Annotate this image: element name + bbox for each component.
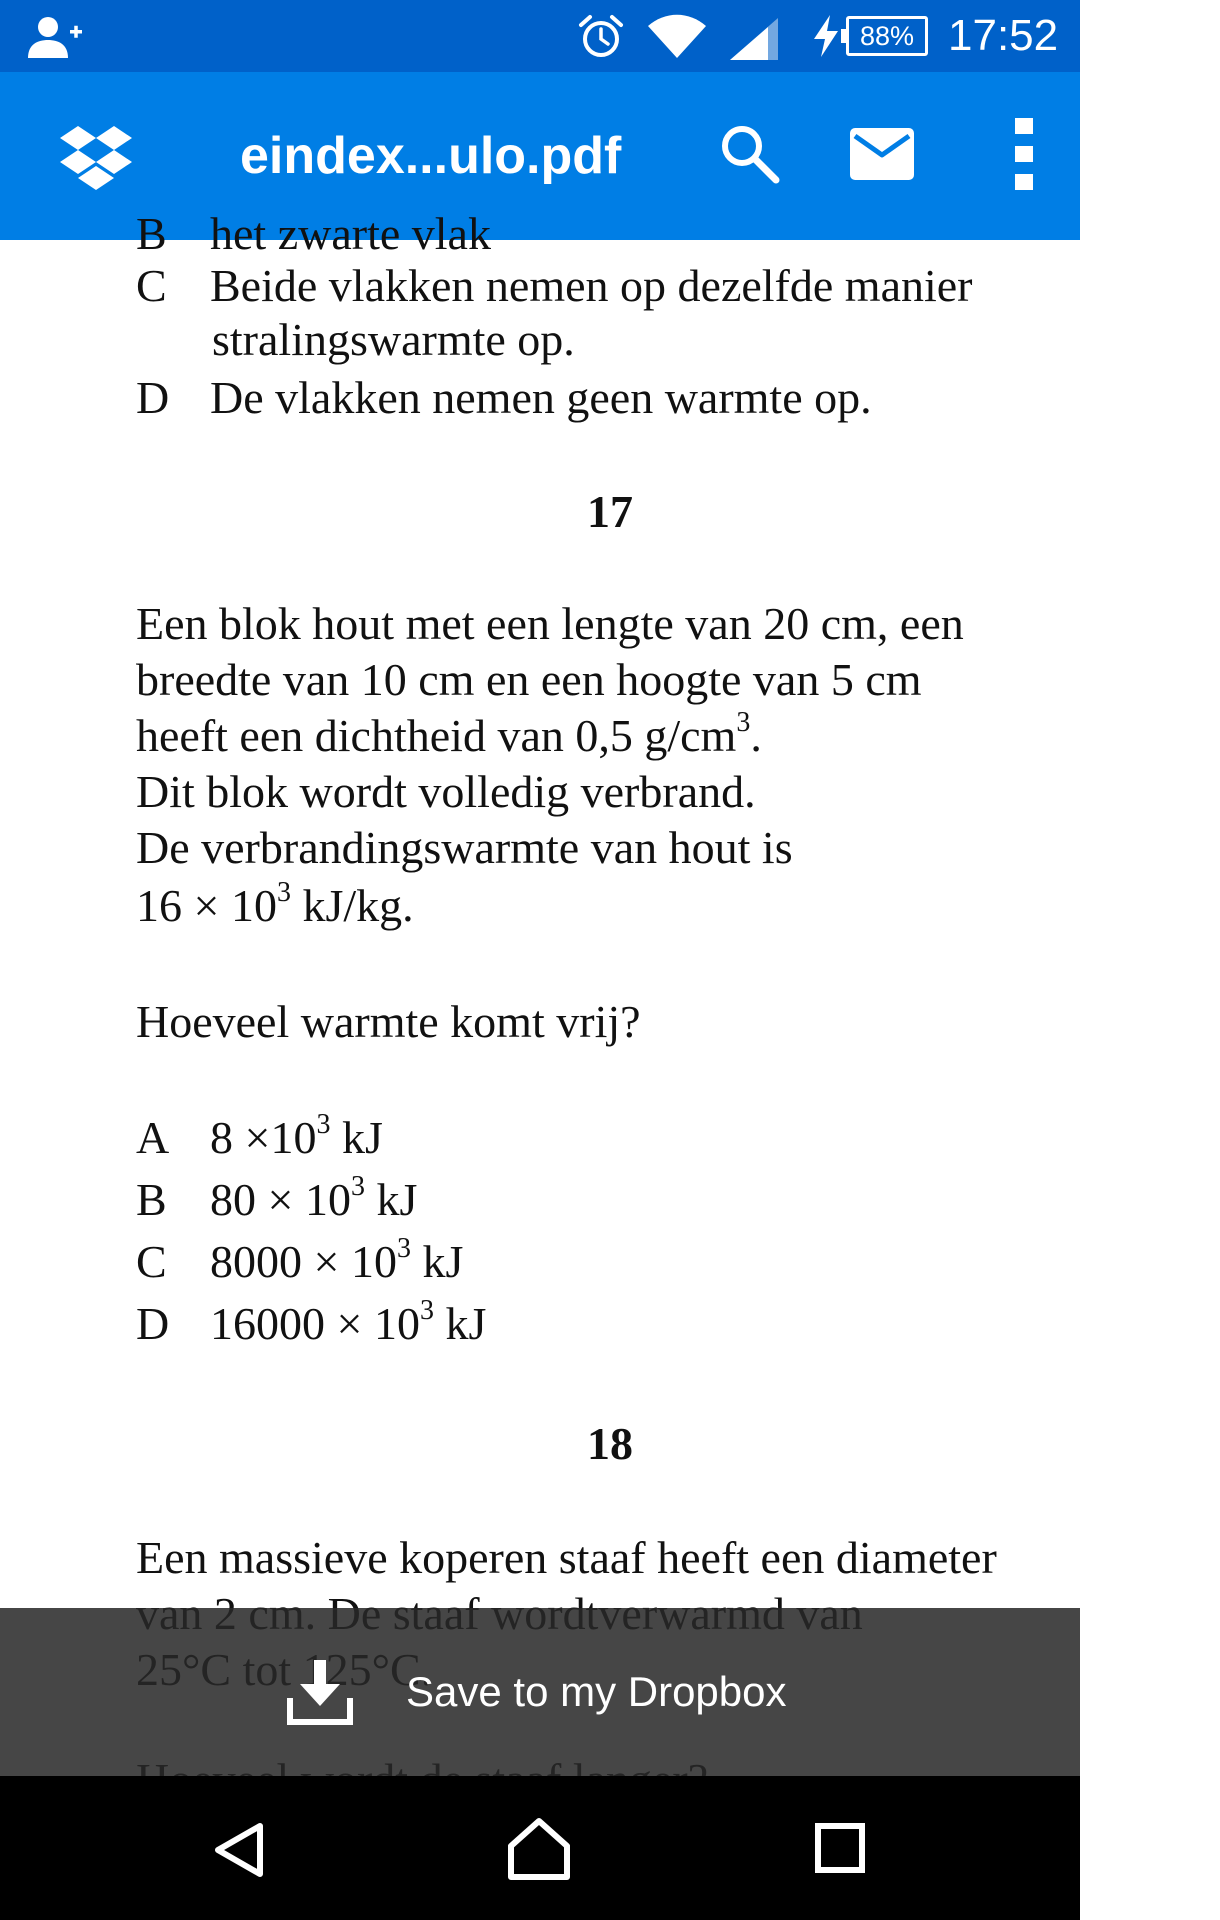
question-number: 17	[587, 486, 633, 537]
text-run: heeft een dichtheid van 0,5 g/cm	[136, 710, 737, 761]
document-title: eindex...ulo.pdf	[240, 127, 622, 185]
superscript: 3	[736, 707, 751, 738]
more-vertical-icon[interactable]	[1010, 116, 1038, 192]
option-text	[210, 1296, 486, 1352]
option-letter: A	[136, 1112, 170, 1163]
text-run: 80 × 10	[210, 1174, 351, 1225]
question-body-line: De verbrandingswarmte van hout is	[136, 822, 793, 873]
save-to-dropbox-banner[interactable]	[0, 1608, 1080, 1776]
option-letter: D	[136, 372, 170, 423]
superscript: 3	[419, 1295, 434, 1326]
option-letter: B	[136, 208, 167, 259]
wifi-icon	[648, 14, 706, 60]
signal-icon	[728, 16, 780, 60]
text-run: .	[750, 710, 762, 761]
add-user-icon	[26, 16, 84, 58]
superscript: 3	[396, 1233, 411, 1264]
text-run: kJ/kg.	[290, 880, 414, 931]
search-icon[interactable]	[718, 122, 782, 186]
text-run: 8000 × 10	[210, 1236, 397, 1287]
battery-percent: 88%	[859, 21, 915, 51]
option-text: Beide vlakken nemen op dezelfde manier	[210, 260, 973, 311]
navigation-bar	[0, 1776, 1080, 1920]
dropbox-logo-icon[interactable]	[58, 124, 134, 190]
superscript: 3	[316, 1109, 331, 1140]
recent-apps-icon[interactable]	[814, 1822, 866, 1874]
option-text	[210, 1172, 417, 1228]
text-run: 16000 × 10	[210, 1298, 420, 1349]
alarm-icon	[578, 14, 624, 60]
save-to-dropbox-label[interactable]: Save to my Dropbox	[406, 1668, 787, 1715]
option-letter: D	[136, 1298, 170, 1349]
option-text: stralingswarmte op.	[212, 314, 575, 365]
status-time: 17:52	[948, 11, 1059, 60]
text-run: kJ	[330, 1112, 383, 1163]
question-body-line	[136, 708, 762, 764]
back-icon[interactable]	[210, 1820, 270, 1880]
option-text: het zwarte vlak	[210, 208, 491, 259]
question-body-line	[136, 878, 414, 934]
question-body-line: breedte van 10 cm en een hoogte van 5 cm	[136, 654, 922, 705]
option-text	[210, 1110, 383, 1166]
text-run: kJ	[433, 1298, 487, 1349]
superscript: 3	[350, 1171, 365, 1202]
text-run: kJ	[364, 1174, 418, 1225]
pdf-page[interactable]	[0, 208, 1080, 1776]
charging-icon	[812, 15, 840, 57]
battery-icon	[846, 16, 928, 56]
text-run: 8 ×10	[210, 1112, 317, 1163]
text-run: kJ	[410, 1236, 464, 1287]
text-run: 16 × 10	[136, 880, 277, 931]
superscript: 3	[276, 877, 291, 908]
question-body-line: Een blok hout met een lengte van 20 cm, een	[136, 598, 964, 649]
option-text: De vlakken nemen geen warmte op.	[210, 372, 872, 423]
question-body-line: Dit blok wordt volledig verbrand.	[136, 766, 756, 817]
option-text	[210, 1234, 463, 1290]
question-number: 18	[587, 1418, 633, 1469]
option-letter: C	[136, 1236, 167, 1287]
question-prompt: Hoeveel warmte komt vrij?	[136, 996, 641, 1047]
home-icon[interactable]	[506, 1816, 572, 1882]
download-icon[interactable]	[286, 1660, 354, 1726]
status-bar	[0, 0, 1080, 72]
option-letter: C	[136, 260, 167, 311]
question-body-line: Een massieve koperen staaf heeft een diameter	[136, 1532, 997, 1583]
option-letter: B	[136, 1174, 167, 1225]
mail-icon[interactable]	[850, 128, 914, 180]
